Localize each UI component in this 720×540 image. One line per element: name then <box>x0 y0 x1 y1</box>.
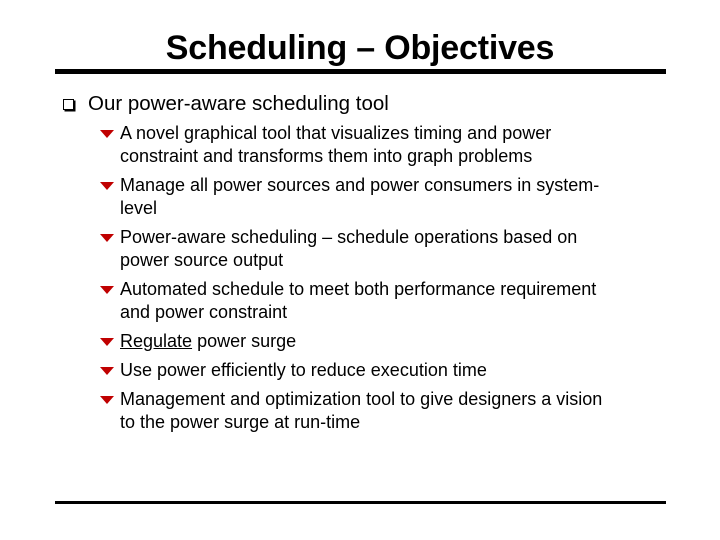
triangle-bullet-icon <box>100 396 114 404</box>
sub-bullet-line: Power-aware scheduling – schedule operations based on <box>120 227 578 247</box>
triangle-bullet-icon <box>100 286 114 294</box>
sub-bullet-item <box>98 330 678 353</box>
triangle-bullet-icon <box>100 338 114 346</box>
triangle-bullet-icon <box>100 367 114 375</box>
sub-bullet-line: Automated schedule to meet both performance requirement <box>120 279 597 299</box>
sub-bullet-line: level <box>120 198 158 218</box>
slide-title: Scheduling – Objectives <box>165 29 555 67</box>
sub-bullet-item <box>98 122 678 168</box>
underlined-word: Regulate <box>120 331 193 351</box>
main-bullet-text: Our power-aware scheduling tool <box>88 92 389 115</box>
triangle-bullet-icon <box>100 182 114 190</box>
sub-bullet-line: to the power surge at run-time <box>120 412 361 432</box>
sub-bullet-list <box>98 122 678 440</box>
title-underline <box>55 69 666 74</box>
sub-bullet-item <box>98 359 678 382</box>
triangle-bullet-icon <box>100 234 114 242</box>
sub-bullet-line: constraint and transforms them into graph problems <box>120 146 533 166</box>
sub-bullet-line: Manage all power sources and power consumers in system- <box>120 175 600 195</box>
sub-bullet-item <box>98 174 678 220</box>
sub-bullet-line: Management and optimization tool to give designers a vision <box>120 389 603 409</box>
sub-bullet-line <box>120 330 678 353</box>
sub-bullet-item <box>98 278 678 324</box>
sub-bullet-text: power surge <box>192 331 297 351</box>
sub-bullet-item <box>98 388 678 434</box>
footer-rule <box>55 501 666 504</box>
triangle-bullet-icon <box>100 130 114 138</box>
sub-bullet-item <box>98 226 678 272</box>
sub-bullet-line: and power constraint <box>120 302 288 322</box>
sub-bullet-line: power source output <box>120 250 284 270</box>
sub-bullet-line: A novel graphical tool that visualizes timing and power <box>120 123 552 143</box>
square-bullet-icon <box>63 99 74 110</box>
sub-bullet-line: Use power efficiently to reduce execution time <box>120 360 487 380</box>
